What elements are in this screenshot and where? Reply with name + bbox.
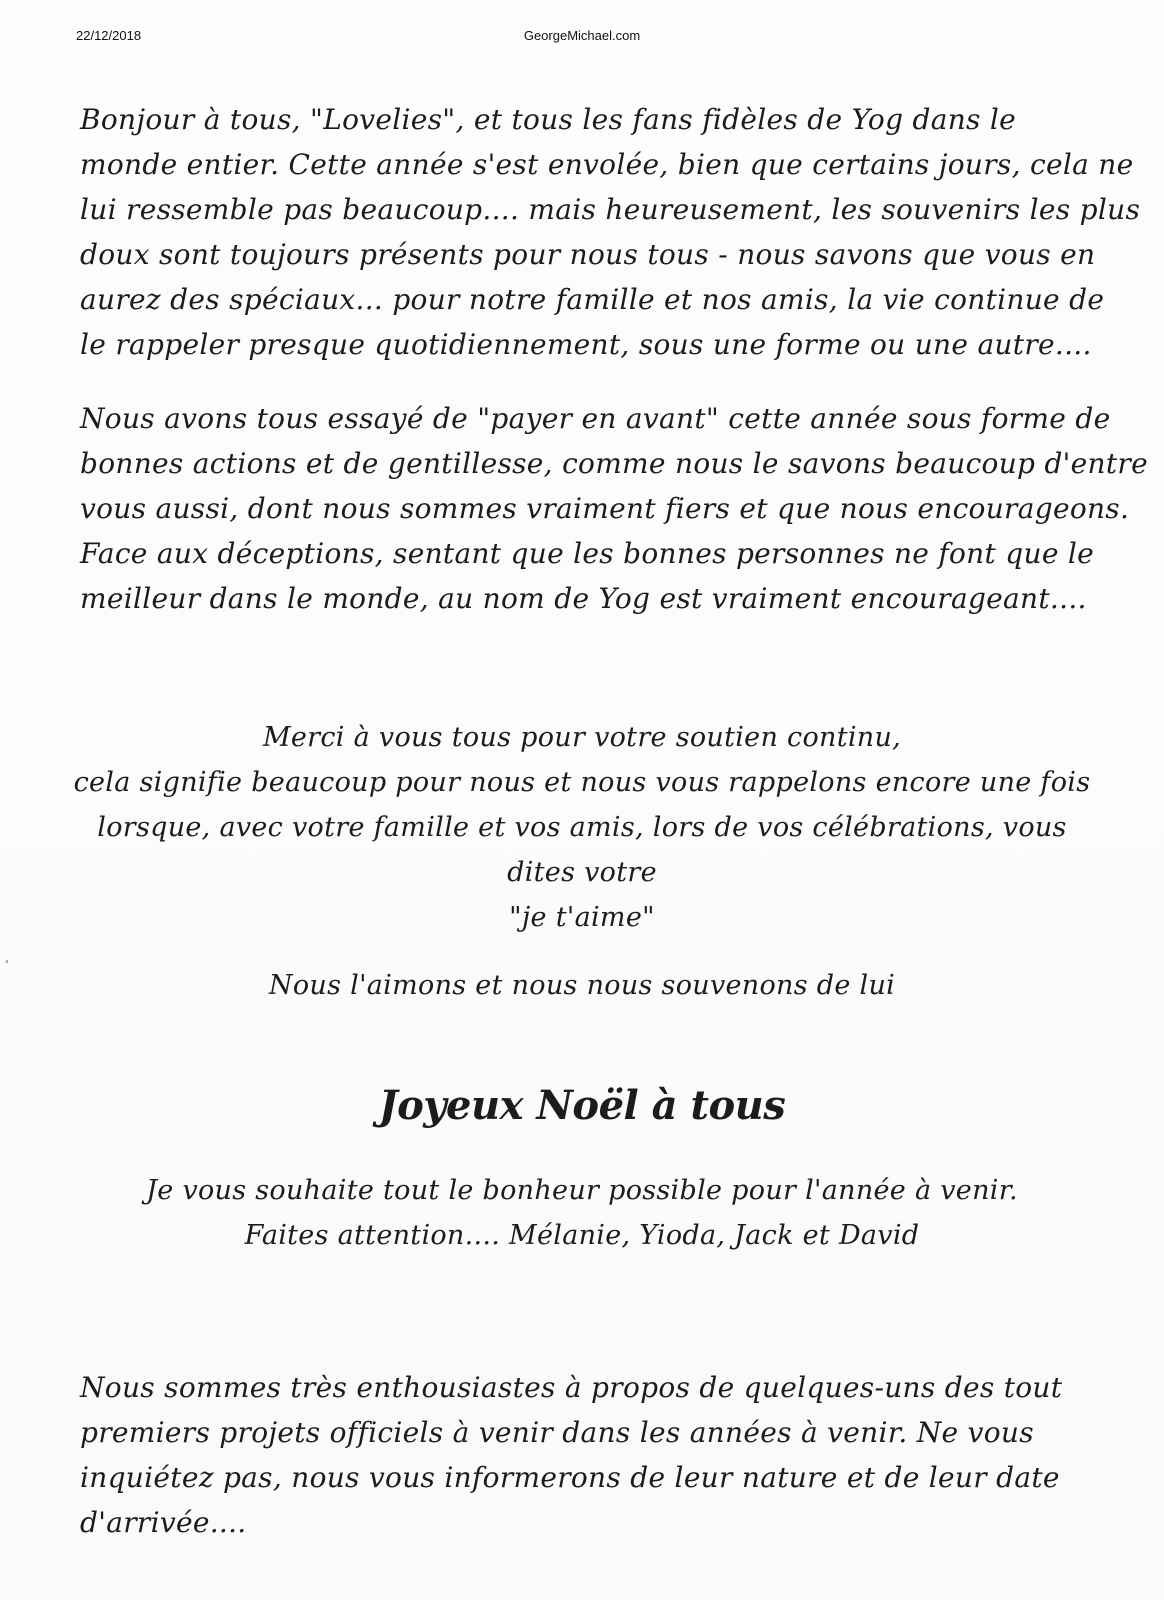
text-line: Face aux déceptions, sentant que les bonnes personnes ne font que le	[80, 537, 1095, 570]
text-line: bonnes actions et de gentillesse, comme nous le savons beaucoup d'entre	[80, 447, 1148, 480]
paragraph-greeting	[80, 97, 1141, 367]
print-site: GeorgeMichael.com	[523, 28, 641, 43]
text-line: aurez des spéciaux... pour notre famille et nos amis, la vie continue de	[80, 283, 1105, 316]
text-line: monde entier. Cette année s'est envolée, bien que certains jours, cela ne	[80, 148, 1134, 181]
text-line: Nous sommes très enthousiastes à propos de quelques-uns des tout	[80, 1371, 1063, 1404]
text-line: inquiétez pas, nous vous informerons de leur nature et de leur date	[80, 1461, 1060, 1494]
text-line: meilleur dans le monde, au nom de Yog est vraiment encourageant....	[80, 582, 1087, 615]
paragraph-projects	[80, 1365, 1090, 1545]
greeting-title: Joyeux Noël à tous	[378, 1082, 786, 1129]
text-line: dites votre	[507, 857, 657, 888]
signature-line: Faites attention.... Mélanie, Yioda, Jack et David	[244, 1220, 920, 1251]
text-line: doux sont toujours présents pour nous tous - nous savons que vous en	[80, 238, 1096, 271]
text-line: lorsque, avec votre famille et vos amis, lors de vos célébrations, vous	[97, 812, 1067, 843]
scan-speck	[6, 960, 8, 963]
text-line: "je t'aime"	[509, 902, 655, 933]
thanks-block	[60, 715, 1104, 940]
text-line: le rappeler presque quotidiennement, sous une forme ou une autre....	[80, 328, 1092, 361]
text-line: premiers projets officiels à venir dans les années à venir. Ne vous	[80, 1416, 1034, 1449]
text-line: cela signifie beaucoup pour nous et nous vous rappelons encore une fois	[73, 767, 1091, 798]
text-line: vous aussi, dont nous sommes vraiment fiers et que nous encourageons.	[80, 492, 1130, 525]
text-line: lui ressemble pas beaucoup.... mais heureusement, les souvenirs les plus	[80, 193, 1141, 226]
wishes-block	[60, 1168, 1104, 1258]
paragraph-pay-forward	[80, 396, 1148, 621]
print-header	[0, 28, 1164, 48]
text-line: Nous avons tous essayé de "payer en avant" cette année sous forme de	[80, 402, 1111, 435]
text-line: Merci à vous tous pour votre soutien continu,	[262, 722, 902, 753]
remember-line: Nous l'aimons et nous nous souvenons de lui	[268, 970, 896, 1001]
text-line: Bonjour à tous, "Lovelies", et tous les fans fidèles de Yog dans le	[80, 103, 1017, 136]
print-date: 22/12/2018	[76, 28, 142, 43]
text-line: Je vous souhaite tout le bonheur possible pour l'année à venir.	[146, 1175, 1018, 1206]
text-line: d'arrivée....	[80, 1506, 247, 1539]
